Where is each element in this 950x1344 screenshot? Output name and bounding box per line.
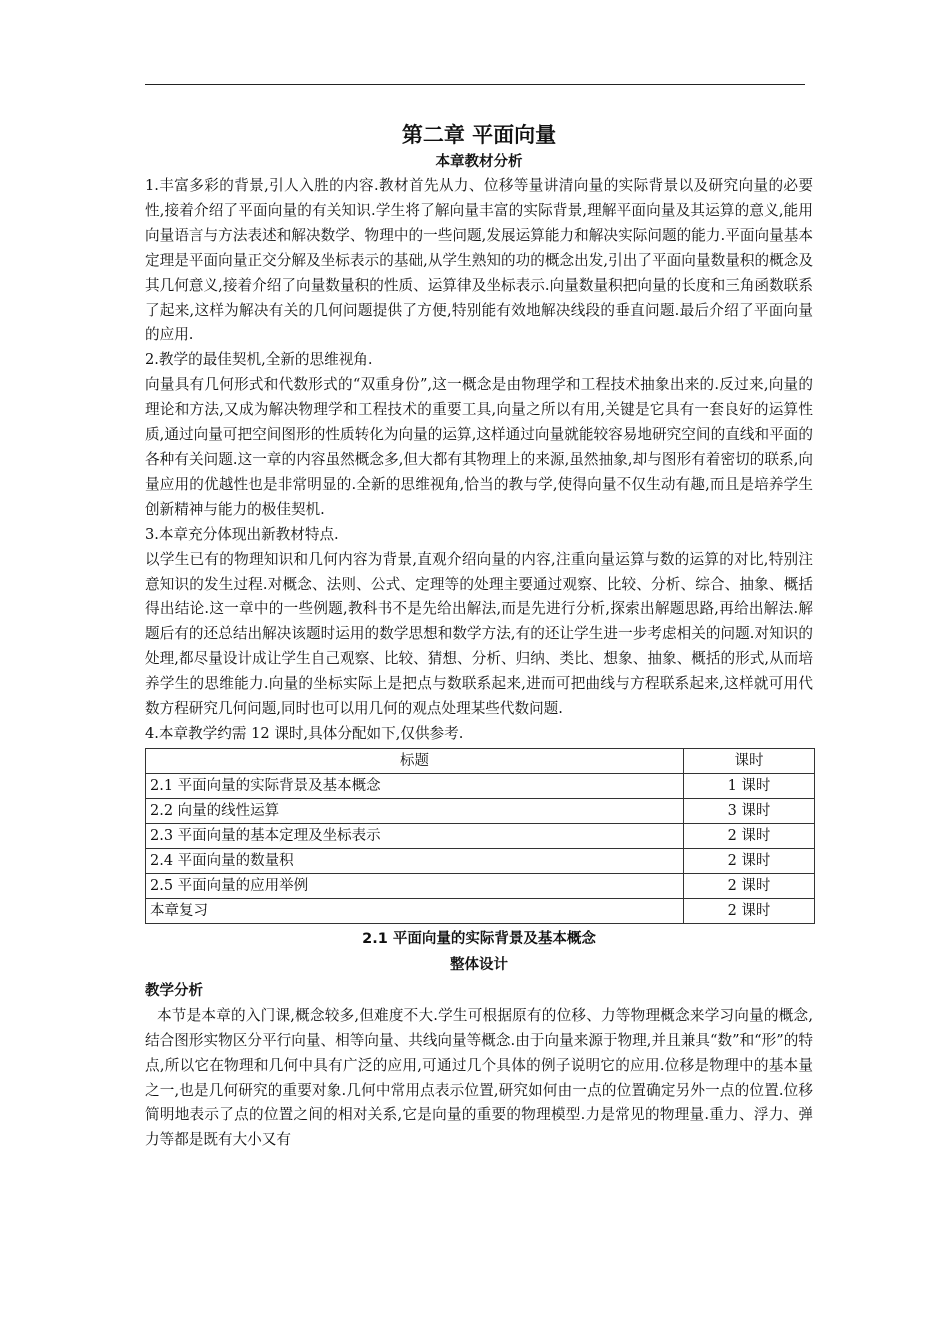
table-row (146, 873, 815, 898)
table-row (146, 773, 815, 798)
analysis-title: 本章教材分析 (435, 154, 523, 170)
design-title: 整体设计 (450, 956, 508, 973)
table-cell-title: 2.1 平面向量的实际背景及基本概念 (146, 773, 684, 798)
paragraph-4: 4.本章教学约需 12 课时,具体分配如下,仅供参考. (145, 724, 464, 742)
table-row (146, 823, 815, 848)
table-cell-hours: 2 课时 (684, 848, 815, 873)
section-title: 2.1 平面向量的实际背景及基本概念 (362, 930, 596, 947)
table-cell-title: 2.5 平面向量的应用举例 (146, 873, 684, 898)
paragraph-3-heading: 3.本章充分体现出新教材特点. (145, 525, 339, 543)
table-cell-title: 2.4 平面向量的数量积 (146, 848, 684, 873)
table-row (146, 848, 815, 873)
schedule-table (145, 748, 815, 924)
table-cell-hours: 2 课时 (684, 873, 815, 898)
table-cell-hours: 3 课时 (684, 798, 815, 823)
paragraph-2: 向量具有几何形式和代数形式的“双重身份”,这一概念是由物理学和工程技术抽象出来的.反过来,向量的理论和方法,又成为解决物理学和工程技术的重要工具,向量之所以有用,关键是它具有一套良好的运算性质,通过向量可把空间图形的性质转化为向量的运算,这样通过向量就能较容易地研究空间的直线和平面的各种有关问题.这一章的内容虽然概念多,但大都有其物理上的来源,虽然抽象,却与图形有着密切的联系,向量应用的优越性也是非常明显的.全新的思维视角,恰当的教与学,使得向量不仅生动有趣,而且是培养学生创新精神与能力的极佳契机. (145, 376, 813, 518)
table-cell-hours: 2 课时 (684, 823, 815, 848)
table-row (146, 798, 815, 823)
teaching-analysis-heading: 教学分析 (145, 982, 203, 999)
table-cell-title: 本章复习 (146, 898, 684, 923)
table-header-title: 标题 (146, 748, 684, 773)
table-row (146, 898, 815, 923)
header-rule (145, 84, 805, 85)
paragraph-1: 1.丰富多彩的背景,引人入胜的内容.教材首先从力、位移等量讲清向量的实际背景以及研究向量的必要性,接着介绍了平面向量的有关知识.学生将了解向量丰富的实际背景,理解平面向量及其运算的意义,能用向量语言与方法表述和解决数学、物理中的一些问题,发展运算能力和解决实际问题的能力.平面向量基本定理是平面向量正交分解及坐标表示的基础,从学生熟知的功的概念出发,引出了平面向量数量积的概念及其几何意义,接着介绍了向量数量积的性质、运算律及坐标表示.向量数量积把向量的长度和三角函数联系了起来,这样为解决有关的几何问题提供了方便,特别能有效地解决线段的垂直问题.最后介绍了平面向量的应用. (145, 177, 813, 344)
paragraph-5: 本节是本章的入门课,概念较多,但难度不大.学生可根据原有的位移、力等物理概念来学习向量的概念,结合图形实物区分平行向量、相等向量、共线向量等概念.由于向量来源于物理,并且兼具“数”和“形”的特点,所以它在物理和几何中具有广泛的应用,可通过几个具体的例子说明它的应用.位移是物理中的基本量之一,也是几何研究的重要对象.几何中常用点表示位置,研究如何由一点的位置确定另外一点的位置.位移简明地表示了点的位置之间的相对关系,它是向量的重要的物理模型.力是常见的物理量.重力、浮力、弹力等都是既有大小又有 (145, 1006, 813, 1149)
table-header-row (146, 748, 815, 773)
document-page (145, 120, 813, 1153)
chapter-title: 第二章 平面向量 (401, 123, 557, 147)
paragraph-2-heading: 2.教学的最佳契机,全新的思维视角. (145, 351, 373, 369)
table-cell-title: 2.3 平面向量的基本定理及坐标表示 (146, 823, 684, 848)
table-cell-hours: 2 课时 (684, 898, 815, 923)
table-cell-hours: 1 课时 (684, 773, 815, 798)
paragraph-3: 以学生已有的物理知识和几何内容为背景,直观介绍向量的内容,注重向量运算与数的运算的对比,特别注意知识的发生过程.对概念、法则、公式、定理等的处理主要通过观察、比较、分析、综合、抽象、概括得出结论.这一章中的一些例题,教科书不是先给出解法,而是先进行分析,探索出解题思路,再给出解法.解题后有的还总结出解决该题时运用的数学思想和数学方法,有的还让学生进一步考虑相关的问题.对知识的处理,都尽量设计成让学生自己观察、比较、猜想、分析、归纳、类比、想象、抽象、概括的形式,从而培养学生的思维能力.向量的坐标实际上是把点与数联系起来,进而可把曲线与方程联系起来,这样就可用代数方程研究几何问题,同时也可以用几何的观点处理某些代数问题. (145, 550, 813, 718)
table-cell-title: 2.2 向量的线性运算 (146, 798, 684, 823)
table-header-hours: 课时 (684, 748, 815, 773)
